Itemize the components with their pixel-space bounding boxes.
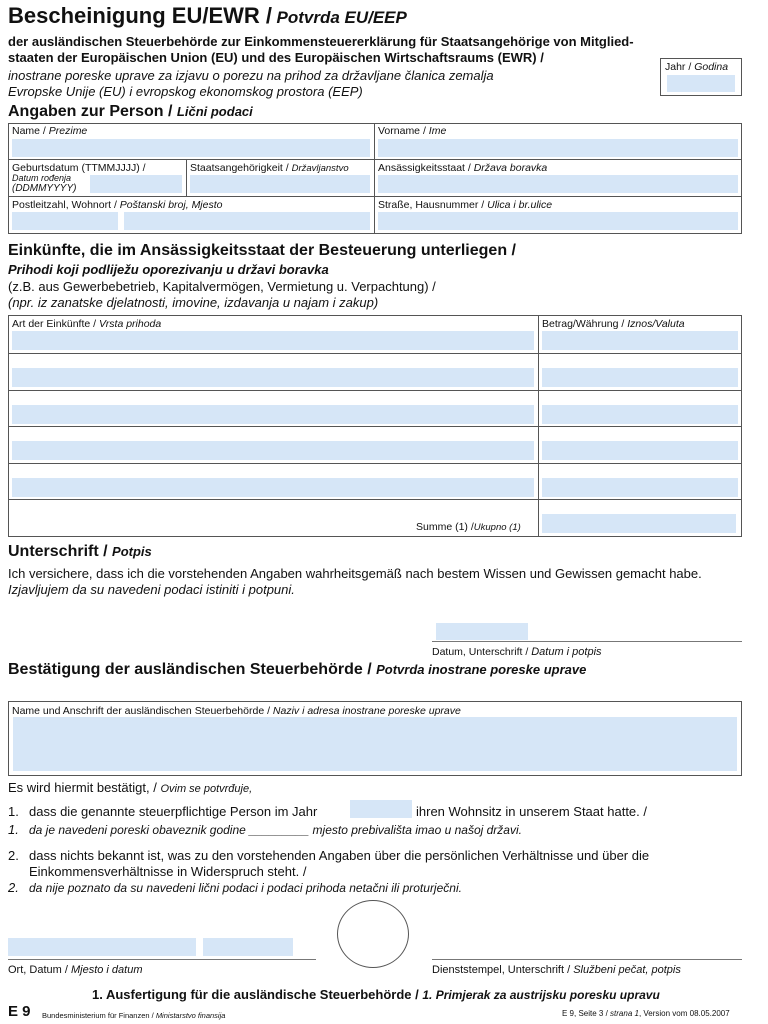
- vorname-label: Vorname / Ime: [378, 125, 447, 137]
- authority-box: [8, 701, 742, 776]
- income-amount-input-4[interactable]: [542, 441, 738, 460]
- authority-label: Name und Anschrift der ausländischen Steuerbehörde / Naziv i adresa inostrane poreske uprave: [12, 705, 461, 717]
- residence-country-input[interactable]: [378, 175, 738, 193]
- form-number: E 9: [8, 1003, 31, 1020]
- income-type-input-3[interactable]: [12, 405, 534, 424]
- subtitle-hr-2: Evropske Unije (EU) i evropskog ekonomskog prostora (EEP): [8, 84, 363, 99]
- subtitle-de-2: staaten der Europäischen Union (EU) und des Europäischen Wirtschaftsraums (EWR) /: [8, 50, 544, 65]
- name-label: Name / Prezime: [12, 125, 88, 137]
- confirm-point-1-num-hr: 1.: [8, 822, 19, 837]
- stamp-signature-label: Dienststempel, Unterschrift / Službeni pečat, potpis: [432, 964, 681, 976]
- title-de: Bescheinigung EU/EWR /: [8, 3, 273, 28]
- copy-note: 1. Ausfertigung für die ausländische Steuerbehörde / 1. Primjerak za austrijsku poresku upravu: [92, 987, 660, 1002]
- birthdate-input[interactable]: [90, 175, 182, 193]
- year-input[interactable]: [667, 75, 735, 92]
- income-type-input-1[interactable]: [12, 331, 534, 350]
- income-heading-hr: Prihodi koji podliježu oporezivanju u državi boravka: [8, 262, 329, 277]
- vorname-input[interactable]: [378, 139, 738, 157]
- signature-text-hr: Izjavljujem da su navedeni podaci istiniti i potpuni.: [8, 582, 295, 597]
- income-amount-input-2[interactable]: [542, 368, 738, 387]
- confirm-intro: Es wird hiermit bestätigt, / Ovim se potvrđuje,: [8, 780, 253, 795]
- income-amount-input-5[interactable]: [542, 478, 738, 497]
- confirm-year-input[interactable]: [350, 800, 412, 818]
- street-input[interactable]: [378, 212, 738, 230]
- subtitle-de-1: der ausländischen Steuerbehörde zur Einkommensteuererklärung für Staatsangehörige von Mitglied-: [8, 34, 634, 49]
- income-amount-input-1[interactable]: [542, 331, 738, 350]
- income-sum-label: Summe (1) /Ukupno (1): [416, 521, 521, 533]
- confirm-point-1-num: 1.: [8, 804, 19, 819]
- income-note-de: (z.B. aus Gewerbebetrieb, Kapitalvermögen, Vermietung u. Verpachtung) /: [8, 279, 436, 294]
- income-type-input-4[interactable]: [12, 441, 534, 460]
- street-label: Straße, Hausnummer / Ulica i br.ulice: [378, 199, 553, 211]
- person-heading: Angaben zur Person / Lični podaci: [8, 103, 253, 120]
- income-sum-input[interactable]: [542, 514, 736, 533]
- official-stamp-circle: [337, 900, 409, 968]
- birthdate-label: Geburtsdatum (TTMMJJJJ) /: [12, 162, 146, 174]
- income-type-input-5[interactable]: [12, 478, 534, 497]
- income-type-header: Art der Einkünfte / Vrsta prihoda: [12, 318, 162, 330]
- year-box: [660, 58, 742, 96]
- signature-date-label: Datum, Unterschrift / Datum i potpis: [432, 646, 602, 658]
- income-note-hr: (npr. iz zanatske djelatnosti, imovine, izdavanja u najam i zakup): [8, 295, 379, 310]
- confirm-point-2-num-hr: 2.: [8, 880, 19, 895]
- title-hr: Potvrda EU/EEP: [276, 8, 407, 27]
- confirm-point-2-de-1: dass nichts bekannt ist, was zu den vorstehenden Angaben über die persönlichen Verhältnisse und über die: [29, 848, 650, 863]
- income-type-input-2[interactable]: [12, 368, 534, 387]
- birthdate-format: (DDMMYYYY): [12, 183, 77, 194]
- residence-country-label: Ansässigkeitsstaat / Država boravka: [378, 162, 548, 174]
- year-label: Jahr / Godina: [665, 61, 729, 73]
- confirm-point-2-hr: da nije poznato da su navedeni lični podaci i podaci prihoda netačni ili proturječni.: [29, 881, 462, 895]
- confirm-point-2-de-2: Einkommensverhältnisse in Widerspruch steht. /: [29, 864, 307, 879]
- name-input[interactable]: [12, 139, 370, 157]
- postcode-input[interactable]: [12, 212, 118, 230]
- place-input[interactable]: [8, 938, 196, 956]
- confirm-point-2-num: 2.: [8, 848, 19, 863]
- signature-text-de: Ich versichere, dass ich die vorstehenden Angaben wahrheitsgemäß nach bestem Wissen und Gewissen gemacht habe.: [8, 566, 702, 581]
- signature-heading: Unterschrift / Potpis: [8, 543, 152, 560]
- income-amount-header: Betrag/Währung / Iznos/Valuta: [542, 318, 685, 330]
- ministry-label: Bundesministerium für Finanzen / Ministarstvo finansija: [42, 1011, 226, 1020]
- confirm-point-1-de-a: dass die genannte steuerpflichtige Person im Jahr: [29, 804, 318, 819]
- subtitle-hr-1: inostrane poreske uprave za izjavu o porezu na prihod za državljane članica zemalja: [8, 68, 494, 83]
- nationality-input[interactable]: [190, 175, 370, 193]
- place-date-label: Ort, Datum / Mjesto i datum: [8, 964, 143, 976]
- income-amount-input-3[interactable]: [542, 405, 738, 424]
- income-heading-de: Einkünfte, die im Ansässigkeitsstaat der Besteuerung unterliegen /: [8, 242, 516, 259]
- confirm-point-1-de-b: ihren Wohnsitz in unserem Staat hatte. /: [416, 804, 647, 819]
- confirm-point-1-hr: da je navedeni poreski obaveznik godine _________ mjesto prebivališta imao u našoj državi.: [29, 823, 522, 837]
- page-version: E 9, Seite 3 / strana 1, Version vom 08.05.2007: [562, 1009, 730, 1018]
- authority-input[interactable]: [13, 717, 737, 771]
- nationality-label: Staatsangehörigkeit / Državljanstvo: [190, 162, 349, 174]
- city-input[interactable]: [124, 212, 370, 230]
- date-input[interactable]: [203, 938, 293, 956]
- form-title: [8, 3, 407, 29]
- birthdate-label-hr: Datum rođenja: [12, 173, 72, 183]
- signature-date-input[interactable]: [436, 623, 528, 640]
- postcode-label: Postleitzahl, Wohnort / Poštanski broj, Mjesto: [12, 199, 223, 211]
- confirmation-heading: Bestätigung der ausländischen Steuerbehörde / Potvrda inostrane poreske uprave: [8, 661, 587, 678]
